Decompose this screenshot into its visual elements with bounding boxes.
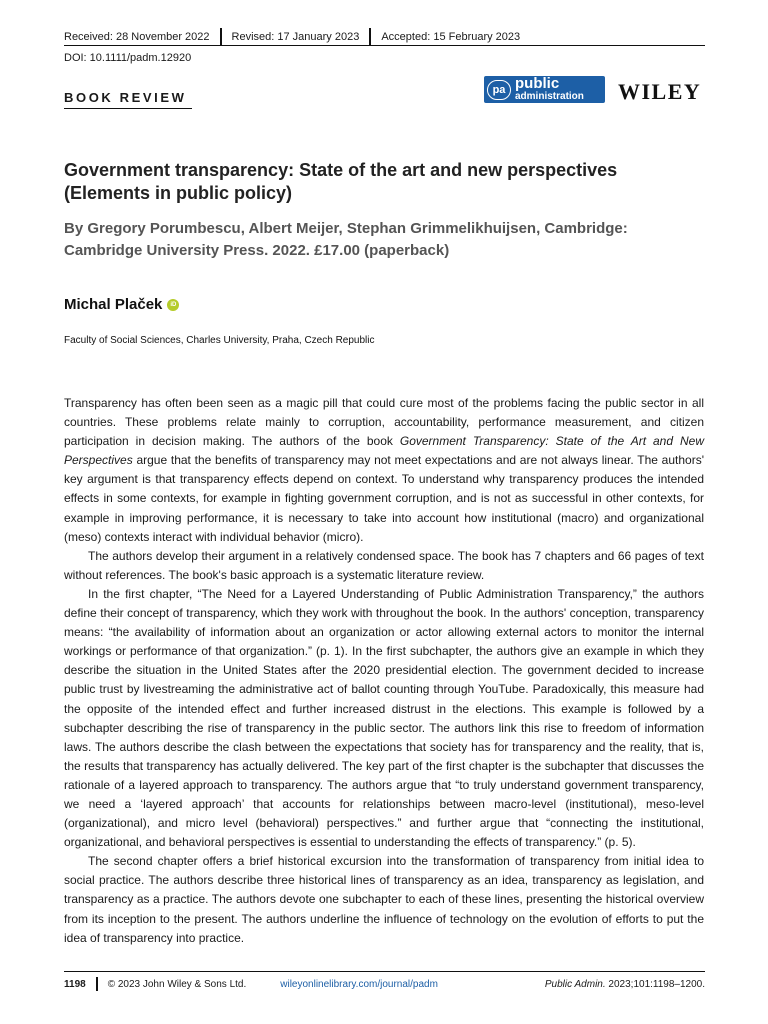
journal-logo-line1: public <box>515 75 560 92</box>
article-title: Government transparency: State of the art and new perspectives (Elements in public policy) <box>64 160 618 203</box>
footer-rule <box>64 971 705 972</box>
section-underline <box>64 108 192 109</box>
paragraph-4: The second chapter offers a brief historical excursion into the transformation of transparency from initial idea to social practice. The authors describe three historical lines of transparency as an idea, transparency as legislation, and transparency as a practice. The authors devote one subchapter to each of these lines, presenting the historical overview from its inception to the present. The authors underline the influence of technology on the evolution of efforts to put the idea of transparency into practice. <box>64 854 704 945</box>
orcid-icon[interactable]: iD <box>167 299 179 311</box>
citation-details: 2023;101:1198–1200. <box>605 978 705 990</box>
citation-journal: Public Admin. <box>544 978 606 990</box>
page-footer <box>64 977 705 991</box>
journal-logo[interactable] <box>484 76 605 103</box>
history-separator <box>369 28 371 46</box>
journal-url-link[interactable]: wileyonlinelibrary.com/journal/padm <box>280 978 438 990</box>
paragraph-1: Transparency has often been seen as a magic pill that could cure most of the problems facing the public sector in all countries. These problems relate mainly to corruption, accountability, performance measurement, and citizen participation in decision making. The authors of the book Government Transparency: State of the Art and New Perspectives argue that the benefits of transparency may not meet expectations and are not always linear. The authors' key argument is that transparency effects depend on context. To understand why transparency produces the intended effects in some contexts, for example in fighting government corruption, and is not as successful in other contexts, for example in improving performance, it is necessary to take into account how institutional (macro) and organizational (meso) contexts interact with individual behavior (micro). <box>64 396 704 544</box>
copyright: © 2023 John Wiley & Sons Ltd. <box>107 978 247 990</box>
citation <box>545 979 705 990</box>
article-history <box>64 28 520 46</box>
doi[interactable]: DOI: 10.1111/padm.12920 <box>64 52 192 64</box>
paragraph-3: In the first chapter, “The Need for a Layered Understanding of Public Administration Transparency,” the authors define their concept of transparency, which they work with throughout the book. In the authors' conception, transparency means: “the availability of information about an organization or actor allowing external actors to monitor the internal workings or performance of that organization.” (p. 1). In the first subchapter, the authors give an example in which they describe the situation in the United States after the 2020 presidential election. The government decided to increase public trust by livestreaming the administrative act of ballot counting through YouTube. Paradoxically, this measure had the opposite of the intended effect and further increased distrust in the elections. This example is followed by a subchapter describing the rise of transparency in the public sector. The authors link this rise to freedom of information laws. The authors describe the clash between the expectations that society has for transparency and the reality, that is, the results that transparency has actually delivered. The key part of the first chapter is the subchapter that discusses the rationale of a layered approach to transparency. The authors argue that “to truly understand government transparency, we need a ‘layered approach’ that accounts for relationships between macro-level (institutional), meso-level (organizational), and micro level (behavioral) perspectives.” and further argue that “connecting the institutional, organizational, and behavioral perspectives is essential to understanding the effects of transparency.” (p. 5). <box>64 586 704 850</box>
author-name <box>64 296 179 313</box>
book-byline: By Gregory Porumbescu, Albert Meijer, Stephan Grimmelikhuijsen, Cambridge: Cambridge University Press. 2022. £17.00 (paperback) <box>64 220 628 259</box>
author-affiliation: Faculty of Social Sciences, Charles University, Praha, Czech Republic <box>64 335 375 346</box>
journal-badge-icon: pa <box>487 80 511 100</box>
journal-logo-line2: administration <box>515 91 584 102</box>
footer-separator <box>96 977 98 991</box>
section-label: BOOK REVIEW <box>64 90 187 105</box>
accepted-date: Accepted: 15 February 2023 <box>381 31 521 43</box>
revised-date: Revised: 17 January 2023 <box>231 31 360 43</box>
page-number: 1198 <box>64 978 86 990</box>
header-rule <box>64 45 705 46</box>
received-date: Received: 28 November 2022 <box>64 31 210 43</box>
book-title-italic: Government Transparency: State of the Art and New Perspectives <box>64 434 704 468</box>
paragraph-2: The authors develop their argument in a relatively condensed space. The book has 7 chapters and 66 pages of text without references. The book's basic approach is a systematic literature review. <box>64 548 704 582</box>
author-name-text: Michal Plaček <box>64 296 163 313</box>
review-body <box>64 394 704 948</box>
publisher-logo[interactable]: WILEY <box>618 79 702 104</box>
history-separator <box>220 28 222 46</box>
